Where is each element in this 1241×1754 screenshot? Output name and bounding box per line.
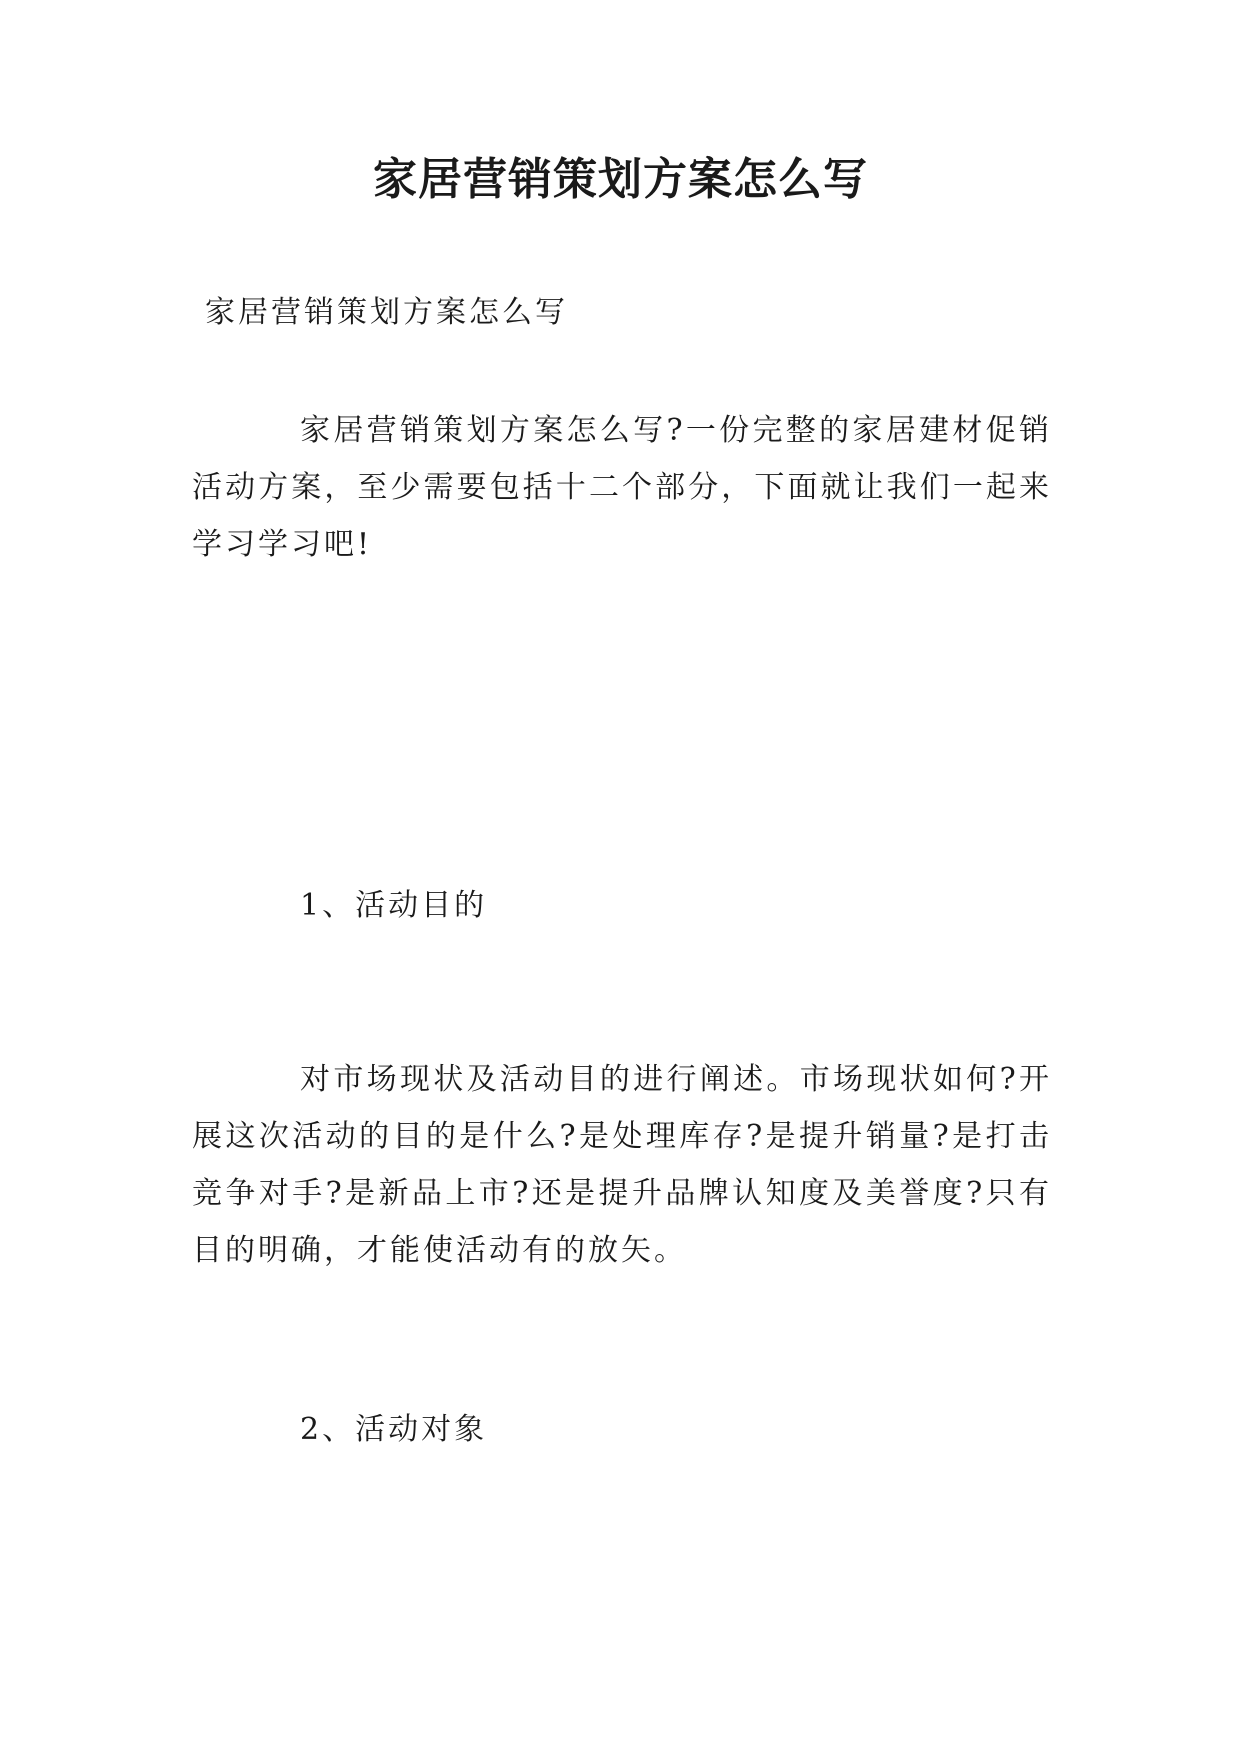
section-heading-activity-target: 2、活动对象 bbox=[300, 1412, 488, 1447]
intro-paragraph: 家居营销策划方案怎么写?一份完整的家居建材促销活动方案，至少需要包括十二个部分，下面就让我们一起来学习学习吧! bbox=[192, 413, 1052, 562]
document-subtitle: 家居营销策划方案怎么写 bbox=[205, 295, 568, 330]
section-heading-activity-purpose: 1、活动目的 bbox=[300, 888, 488, 923]
section-body-activity-purpose: 对市场现状及活动目的进行阐述。市场现状如何?开展这次活动的目的是什么?是处理库存?是提升销量?是打击竞争对手?是新品上市?还是提升品牌认知度及美誉度?只有目的明确，才能使活动有的放矢。 bbox=[192, 1062, 1052, 1268]
document-title: 家居营销策划方案怎么写 bbox=[373, 154, 868, 205]
